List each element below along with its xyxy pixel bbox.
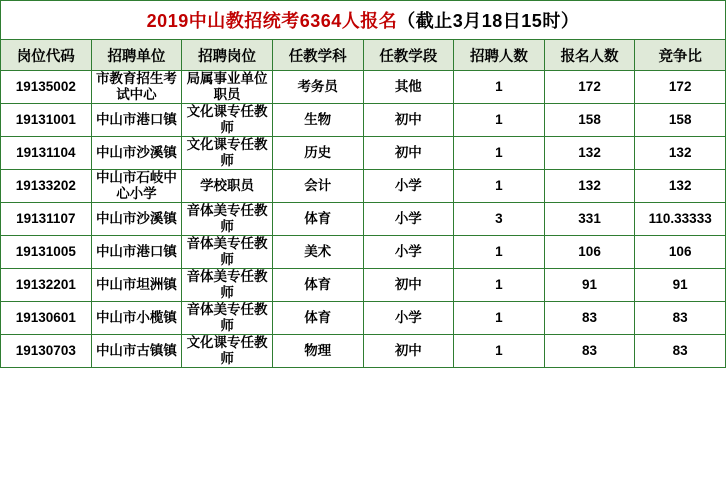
table-row: [1, 236, 726, 269]
cell-ratio: 110.33333: [635, 203, 726, 236]
cell-stage: 初中: [363, 335, 454, 368]
cell-hire-count: 1: [454, 71, 545, 104]
cell-post-text: 文化课专任教师: [186, 137, 268, 168]
cell-stage: 初中: [363, 269, 454, 302]
cell-ratio: 132: [635, 170, 726, 203]
cell-code: 19132201: [1, 269, 92, 302]
table-row: [1, 137, 726, 170]
cell-post: [182, 236, 273, 269]
cell-ratio: 83: [635, 335, 726, 368]
cell-applicant-count: 91: [544, 269, 635, 302]
cell-unit-text: 中山市小榄镇: [95, 310, 177, 325]
cell-applicant-count: 83: [544, 302, 635, 335]
cell-post: [182, 170, 273, 203]
title-middle: 人报名: [341, 11, 398, 31]
cell-applicant-count: 331: [544, 203, 635, 236]
cell-subject: 体育: [272, 269, 363, 302]
cell-stage: 小学: [363, 302, 454, 335]
cell-unit: [91, 236, 182, 269]
cell-unit: [91, 335, 182, 368]
cell-subject: 体育: [272, 302, 363, 335]
cell-post: [182, 335, 273, 368]
cell-code: 19135002: [1, 71, 92, 104]
column-header-unit: 招聘单位: [91, 40, 182, 71]
cell-unit-text: 中山市沙溪镇: [95, 145, 177, 160]
cell-stage: 其他: [363, 71, 454, 104]
cell-code: 19131104: [1, 137, 92, 170]
cell-unit-text: 中山市港口镇: [95, 112, 177, 127]
cell-unit-text: 中山市沙溪镇: [95, 211, 177, 226]
cell-post-text: 文化课专任教师: [186, 335, 268, 366]
cell-subject: 会计: [272, 170, 363, 203]
cell-code: 19130703: [1, 335, 92, 368]
cell-unit: [91, 302, 182, 335]
cell-post: [182, 203, 273, 236]
cell-post-text: 音体美专任教师: [186, 203, 268, 234]
column-header-code: 岗位代码: [1, 40, 92, 71]
title-row: [1, 1, 726, 40]
cell-ratio: 132: [635, 137, 726, 170]
title-highlight: 6364: [299, 11, 342, 31]
cell-post-text: 音体美专任教师: [186, 236, 268, 267]
table-row: [1, 302, 726, 335]
cell-unit: [91, 104, 182, 137]
table-row: [1, 104, 726, 137]
cell-unit-text: 中山市港口镇: [95, 244, 177, 259]
cell-ratio: 91: [635, 269, 726, 302]
cell-code: 19130601: [1, 302, 92, 335]
cell-code: 19131005: [1, 236, 92, 269]
cell-subject: 物理: [272, 335, 363, 368]
cell-applicant-count: 172: [544, 71, 635, 104]
cell-stage: 小学: [363, 203, 454, 236]
cell-subject: 体育: [272, 203, 363, 236]
cell-code: 19131001: [1, 104, 92, 137]
cell-post-text: 文化课专任教师: [186, 104, 268, 135]
cell-applicant-count: 83: [544, 335, 635, 368]
cell-code: 19131107: [1, 203, 92, 236]
cell-post: [182, 269, 273, 302]
table-row: [1, 269, 726, 302]
column-header-ratio: 竞争比: [635, 40, 726, 71]
cell-post: [182, 137, 273, 170]
cell-hire-count: 1: [454, 335, 545, 368]
cell-subject: 考务员: [272, 71, 363, 104]
cell-stage: 初中: [363, 137, 454, 170]
cell-post-text: 音体美专任教师: [186, 302, 268, 333]
cell-post-text: 音体美专任教师: [186, 269, 268, 300]
table-row: [1, 170, 726, 203]
table-row: [1, 335, 726, 368]
cell-unit-text: 中山市坦洲镇: [95, 277, 177, 292]
title-prefix: 2019中山教招统考: [146, 11, 300, 31]
column-header-hire-count: 招聘人数: [454, 40, 545, 71]
cell-applicant-count: 132: [544, 170, 635, 203]
cell-ratio: 158: [635, 104, 726, 137]
table-header-row: [1, 40, 726, 71]
cell-ratio: 172: [635, 71, 726, 104]
cell-hire-count: 1: [454, 302, 545, 335]
cell-code: 19133202: [1, 170, 92, 203]
cell-ratio: 106: [635, 236, 726, 269]
cell-subject: 生物: [272, 104, 363, 137]
column-header-stage: 任教学段: [363, 40, 454, 71]
cell-stage: 初中: [363, 104, 454, 137]
cell-hire-count: 1: [454, 104, 545, 137]
column-header-applicant-count: 报名人数: [544, 40, 635, 71]
cell-hire-count: 1: [454, 137, 545, 170]
cell-unit: [91, 269, 182, 302]
column-header-subject: 任教学科: [272, 40, 363, 71]
cell-stage: 小学: [363, 236, 454, 269]
cell-applicant-count: 158: [544, 104, 635, 137]
cell-post-text: 局属事业单位职员: [186, 71, 268, 102]
cell-subject: 历史: [272, 137, 363, 170]
cell-unit: [91, 137, 182, 170]
cell-unit-text: 中山市石岐中心小学: [95, 170, 177, 201]
page-title: [1, 1, 726, 40]
cell-post: [182, 71, 273, 104]
cell-hire-count: 1: [454, 269, 545, 302]
cell-stage: 小学: [363, 170, 454, 203]
table-row: [1, 203, 726, 236]
cell-applicant-count: 132: [544, 137, 635, 170]
cell-hire-count: 3: [454, 203, 545, 236]
cell-unit: [91, 203, 182, 236]
cell-unit: [91, 170, 182, 203]
column-header-post: 招聘岗位: [182, 40, 273, 71]
cell-ratio: 83: [635, 302, 726, 335]
title-suffix: （截止3月18日15时）: [397, 11, 580, 31]
cell-hire-count: 1: [454, 170, 545, 203]
cell-unit-text: 中山市古镇镇: [95, 343, 177, 358]
cell-post: [182, 104, 273, 137]
cell-post-text: 学校职员: [200, 178, 255, 193]
cell-unit: [91, 71, 182, 104]
cell-hire-count: 1: [454, 236, 545, 269]
cell-unit-text: 市教育招生考试中心: [95, 71, 177, 102]
cell-subject: 美术: [272, 236, 363, 269]
cell-applicant-count: 106: [544, 236, 635, 269]
cell-post: [182, 302, 273, 335]
table-row: [1, 71, 726, 104]
